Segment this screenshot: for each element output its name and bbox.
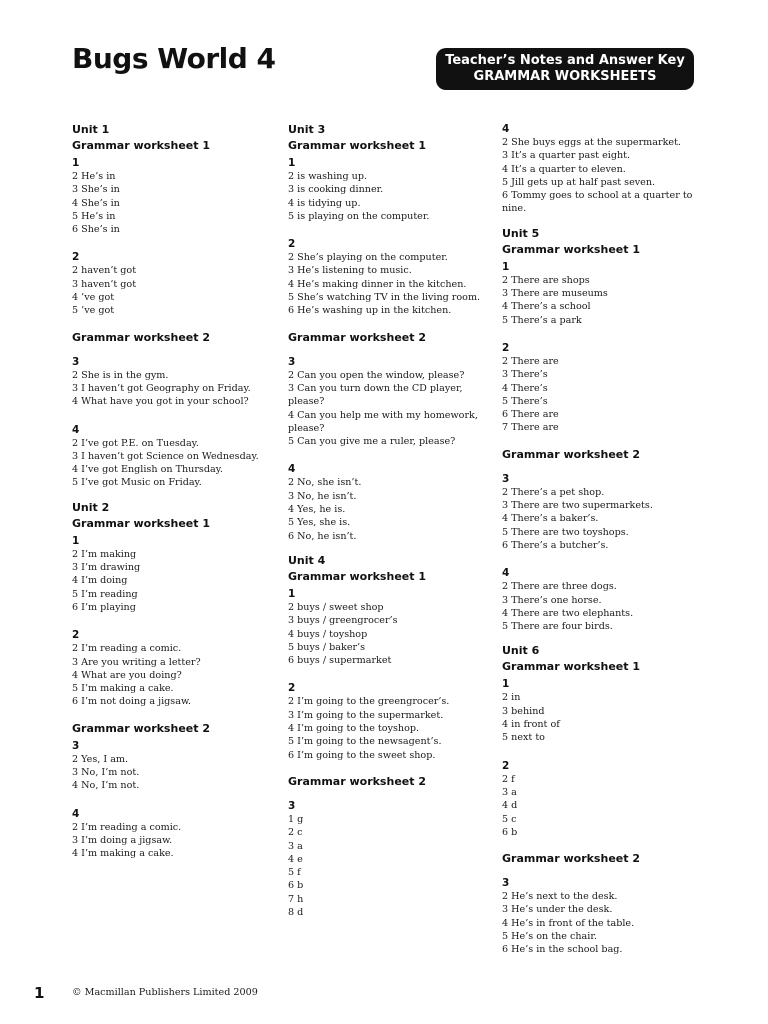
answer-line: 4 in front of xyxy=(502,719,560,731)
answer-line: 5 He’s in xyxy=(72,210,116,222)
answer-line: 4 is tidying up. xyxy=(288,197,361,209)
answer-line: 4 I’ve got English on Thursday. xyxy=(72,464,223,476)
answer-list xyxy=(72,642,282,708)
worksheet-heading: Grammar worksheet 1 xyxy=(72,516,210,530)
answer-line: 5 She’s watching TV in the living room. xyxy=(288,292,481,304)
answer-line: 6 Tommy goes to school at a quarter to xyxy=(502,190,693,202)
exercise-number: 4 xyxy=(72,807,80,820)
answer-line: 2 f xyxy=(502,773,515,785)
answer-line: 3 I haven’t got Geography on Friday. xyxy=(72,382,251,394)
column-1 xyxy=(72,123,282,861)
answer-line: 2 I’m reading a comic. xyxy=(72,821,182,833)
exercise-number: 3 xyxy=(288,355,296,368)
exercise-number: 4 xyxy=(502,123,510,135)
answer-line: 5 buys / baker’s xyxy=(288,641,366,653)
answer-list xyxy=(502,274,712,327)
worksheet-heading: Grammar worksheet 1 xyxy=(502,242,640,256)
answer-line: 5 I’m making a cake. xyxy=(72,683,174,695)
answer-line: 3 No, he isn’t. xyxy=(288,490,357,502)
answer-list xyxy=(502,890,712,956)
exercise-number: 2 xyxy=(288,682,296,695)
exercise-number: 2 xyxy=(502,759,510,772)
answer-line: 4 ’ve got xyxy=(72,292,115,304)
answer-line: 2 I’m going to the greengrocer’s. xyxy=(288,696,450,708)
answer-line: 4 I’m making a cake. xyxy=(72,848,174,860)
exercise-number: 2 xyxy=(72,629,80,642)
answer-line: 4 It’s a quarter to eleven. xyxy=(502,163,626,175)
answer-line: 3 No, I’m not. xyxy=(72,767,140,779)
answer-line: 4 What have you got in your school? xyxy=(72,396,249,408)
answer-line: 2 is washing up. xyxy=(288,171,368,182)
answer-line: 3 a xyxy=(502,786,517,798)
answer-list xyxy=(72,437,282,490)
exercise-number: 3 xyxy=(72,739,80,752)
answer-line: 4 He’s making dinner in the kitchen. xyxy=(288,278,467,290)
exercise-number: 2 xyxy=(502,341,510,354)
answer-line: 3 I’m going to the supermarket. xyxy=(288,709,444,721)
answer-line: 6 There are xyxy=(502,409,559,421)
answer-line: 5 Yes, she is. xyxy=(288,517,351,529)
worksheet-heading: Grammar worksheet 1 xyxy=(288,569,426,583)
worksheet-heading: Grammar worksheet 2 xyxy=(72,721,210,735)
answer-line: 3 a xyxy=(288,840,303,852)
exercise-number: 3 xyxy=(502,472,510,485)
exercise-number: 2 xyxy=(72,251,80,264)
header-badge xyxy=(436,48,694,90)
answer-line: 5 There’s xyxy=(502,395,548,407)
column-3 xyxy=(502,123,712,957)
answer-line: 3 There are two supermarkets. xyxy=(502,500,653,512)
answer-line: nine. xyxy=(502,203,527,215)
answer-list xyxy=(502,355,712,435)
answer-line: 4 Can you help me with my homework, xyxy=(288,409,478,421)
exercise-number: 1 xyxy=(72,534,80,547)
answer-list xyxy=(72,170,282,236)
answer-line: 2 c xyxy=(288,827,303,839)
answer-line: 4 buys / toyshop xyxy=(288,628,368,640)
worksheet-heading: Grammar worksheet 2 xyxy=(288,330,426,344)
answer-line: 3 She’s in xyxy=(72,184,120,196)
answer-list xyxy=(502,773,712,839)
answer-line: 3 I’m doing a jigsaw. xyxy=(72,834,173,846)
answer-line: 2 haven’t got xyxy=(72,265,137,277)
answer-line: 5 There’s a park xyxy=(502,314,582,326)
answer-line: 4 She’s in xyxy=(72,197,120,209)
exercise-number: 4 xyxy=(72,423,80,436)
answer-line: 5 ’ve got xyxy=(72,305,115,317)
exercise-number: 3 xyxy=(288,799,296,812)
answer-line: 2 There’s a pet shop. xyxy=(502,486,605,498)
exercise-number: 4 xyxy=(288,463,296,476)
exercise-number: 1 xyxy=(288,587,296,600)
answer-line: 6 I’m not doing a jigsaw. xyxy=(72,696,192,708)
answer-line: 2 Can you open the window, please? xyxy=(288,369,465,381)
answer-list xyxy=(72,548,282,614)
answer-list xyxy=(288,251,498,317)
answer-line: 3 Can you turn down the CD player, xyxy=(288,382,463,394)
answer-line: 3 behind xyxy=(502,705,545,717)
answer-line: 2 I’m making xyxy=(72,548,137,560)
answer-line: 4 He’s in front of the table. xyxy=(502,917,635,929)
worksheet-heading: Grammar worksheet 2 xyxy=(72,330,210,344)
answer-line: 5 I’m reading xyxy=(72,588,138,600)
answer-line: 6 I’m playing xyxy=(72,601,136,613)
answer-line: 4 There’s a baker’s. xyxy=(502,513,599,525)
answer-line: 4 What are you doing? xyxy=(72,669,182,681)
page-number: 1 xyxy=(34,984,45,1002)
answer-line: 2 I’m reading a comic. xyxy=(72,643,182,655)
answer-line: 5 Jill gets up at half past seven. xyxy=(502,176,656,188)
answer-list xyxy=(288,813,498,919)
answer-line: 4 d xyxy=(502,800,518,812)
exercise-number: 1 xyxy=(502,678,510,691)
answer-line: 2 He’s in xyxy=(72,171,116,182)
answer-line: 5 c xyxy=(502,813,517,825)
answer-list xyxy=(288,476,498,542)
answer-list xyxy=(72,753,282,793)
answer-line: 6 b xyxy=(288,880,304,892)
answer-line: 2 She is in the gym. xyxy=(72,369,169,381)
answer-line: 5 f xyxy=(288,867,301,879)
worksheet-heading: Grammar worksheet 1 xyxy=(288,139,426,152)
answer-line: 5 I’m going to the newsagent’s. xyxy=(288,736,442,748)
answer-line: 6 He’s in the school bag. xyxy=(502,944,623,956)
answer-list xyxy=(502,691,712,744)
answer-list xyxy=(288,369,498,449)
answer-line: 1 g xyxy=(288,813,304,825)
answer-line: 5 There are four birds. xyxy=(502,621,613,633)
answer-line: 6 She’s in xyxy=(72,224,120,236)
answer-line: 3 Are you writing a letter? xyxy=(72,656,201,668)
answer-line: 5 next to xyxy=(502,732,545,744)
answer-line: 2 He’s next to the desk. xyxy=(502,891,618,903)
worksheet-heading: Grammar worksheet 1 xyxy=(502,660,640,674)
answer-line: 2 There are xyxy=(502,355,559,367)
answer-line: 7 There are xyxy=(502,422,559,434)
answer-line: 2 There are three dogs. xyxy=(502,581,617,593)
badge-line-1: Teacher’s Notes and Answer Key xyxy=(445,53,685,68)
answer-list xyxy=(72,369,282,409)
answer-line: 3 buys / greengrocer’s xyxy=(288,615,398,627)
answer-line: 5 is playing on the computer. xyxy=(288,210,430,222)
answer-line: 4 Yes, he is. xyxy=(288,504,346,516)
answer-line: 4 I’m doing xyxy=(72,575,128,587)
answer-line: 3 There’s one horse. xyxy=(502,594,602,606)
worksheet-heading: Grammar worksheet 1 xyxy=(72,139,210,152)
answer-line: 3 He’s under the desk. xyxy=(502,904,613,916)
answer-line: 2 She’s playing on the computer. xyxy=(288,252,448,264)
exercise-number: 4 xyxy=(502,567,510,580)
answer-line: 8 d xyxy=(288,906,304,918)
answer-line: 3 He’s listening to music. xyxy=(288,265,412,277)
unit-heading: Unit 3 xyxy=(288,123,326,136)
answer-line: 6 b xyxy=(502,826,518,838)
answer-list xyxy=(288,601,498,667)
answer-list xyxy=(502,136,712,216)
answer-list xyxy=(502,580,712,633)
worksheet-heading: Grammar worksheet 2 xyxy=(502,447,640,461)
unit-heading: Unit 6 xyxy=(502,644,540,658)
answer-list xyxy=(502,486,712,552)
answer-line: 6 buys / supermarket xyxy=(288,655,392,667)
worksheet-heading: Grammar worksheet 2 xyxy=(288,774,426,788)
answer-line: 6 No, he isn’t. xyxy=(288,530,357,542)
answer-line: 5 There are two toyshops. xyxy=(502,526,629,538)
answer-line: 2 I’ve got P.E. on Tuesday. xyxy=(72,437,199,449)
exercise-number: 1 xyxy=(502,260,510,273)
answer-line: 5 Can you give me a ruler, please? xyxy=(288,436,456,448)
answer-line: 3 It’s a quarter past eight. xyxy=(502,150,631,162)
answer-line: 4 There’s xyxy=(502,382,548,394)
answer-line: 2 No, she isn’t. xyxy=(288,477,362,489)
answer-line: 5 I’ve got Music on Friday. xyxy=(72,477,202,489)
unit-heading: Unit 1 xyxy=(72,123,110,136)
exercise-number: 3 xyxy=(72,355,80,368)
exercise-number: 3 xyxy=(502,877,510,890)
answer-list xyxy=(288,170,498,223)
answer-line: 7 h xyxy=(288,893,304,905)
badge-line-2: GRAMMAR WORKSHEETS xyxy=(473,69,657,84)
exercise-number: 2 xyxy=(288,238,296,251)
answer-line: 4 e xyxy=(288,853,303,865)
unit-heading: Unit 2 xyxy=(72,500,110,514)
exercise-number: 1 xyxy=(72,157,80,169)
answer-list xyxy=(72,821,282,861)
answer-line: 3 haven’t got xyxy=(72,278,137,290)
answer-line: 2 She buys eggs at the supermarket. xyxy=(502,137,681,148)
answer-line: 3 is cooking dinner. xyxy=(288,184,384,196)
answer-line: 2 in xyxy=(502,692,521,704)
answer-line: 2 Yes, I am. xyxy=(72,753,129,765)
answer-line: 4 No, I’m not. xyxy=(72,780,140,792)
answer-line: 4 There’s a school xyxy=(502,301,591,313)
answer-list xyxy=(288,695,498,761)
answer-line: 3 There are museums xyxy=(502,288,608,300)
answer-line: 4 There are two elephants. xyxy=(502,607,634,619)
document-title: Bugs World 4 xyxy=(72,42,276,75)
answer-line: 6 I’m going to the sweet shop. xyxy=(288,749,436,761)
answer-line: 6 He’s washing up in the kitchen. xyxy=(288,305,452,317)
column-2 xyxy=(288,123,498,919)
answer-list xyxy=(72,264,282,317)
answer-line: 2 buys / sweet shop xyxy=(288,601,384,613)
unit-heading: Unit 4 xyxy=(288,553,326,567)
unit-heading: Unit 5 xyxy=(502,226,540,240)
answer-line: 3 There’s xyxy=(502,369,548,381)
answer-line: 6 There’s a butcher’s. xyxy=(502,539,609,551)
answer-line: please? xyxy=(288,422,325,434)
answer-line: please? xyxy=(288,396,325,408)
worksheet-heading: Grammar worksheet 2 xyxy=(502,852,640,866)
answer-line: 2 There are shops xyxy=(502,274,590,286)
copyright-notice: © Macmillan Publishers Limited 2009 xyxy=(72,987,258,998)
answer-line: 4 I’m going to the toyshop. xyxy=(288,723,420,735)
answer-line: 3 I haven’t got Science on Wednesday. xyxy=(72,450,259,462)
answer-line: 3 I’m drawing xyxy=(72,562,141,574)
exercise-number: 1 xyxy=(288,157,296,169)
answer-line: 5 He’s on the chair. xyxy=(502,930,597,942)
